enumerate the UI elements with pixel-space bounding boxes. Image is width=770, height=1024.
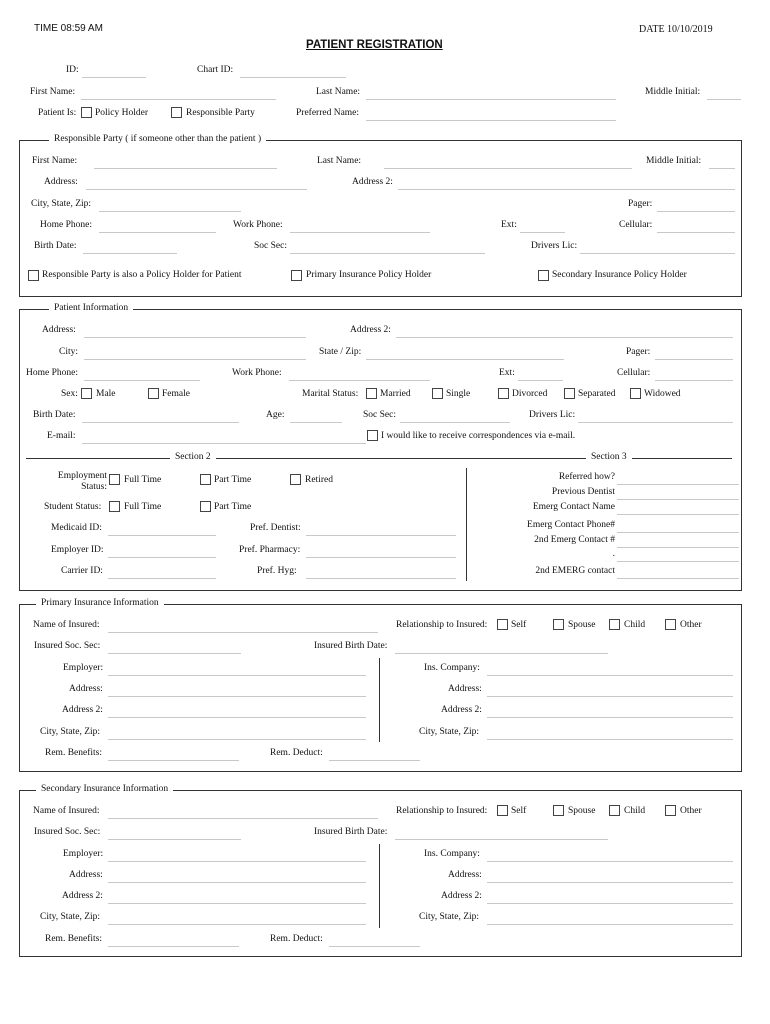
time-stamp: TIME 08:59 AM [34,23,103,34]
responsible-party-label: Responsible Party [186,108,255,118]
emp-part-time-label: Part Time [214,475,252,485]
carrier-id-label: Carrier ID: [61,566,103,576]
responsible-party-checkbox[interactable] [171,107,182,118]
separated-label: Separated [578,389,616,399]
emerg-dot: . [612,549,615,559]
previous-dentist-field[interactable] [617,499,739,500]
emp-retired-label: Retired [305,475,333,485]
emerg-contact-2b-label: 2nd EMERG contact [535,566,615,576]
carrier-id-field[interactable] [108,578,216,579]
pt-email-label: E-mail: [47,431,76,441]
pt-pager-field[interactable] [655,359,733,360]
rp-first-name-field[interactable] [94,168,277,169]
sec-rem-deduct-field[interactable] [329,946,420,947]
sec-ins-address-field[interactable] [487,882,733,883]
sec-other-label: Other [680,806,702,816]
section-vertical-divider [466,468,467,581]
pri-other-checkbox[interactable] [665,619,676,630]
id-label: ID: [66,65,79,75]
pri-child-checkbox[interactable] [609,619,620,630]
pri-spouse-label: Spouse [568,620,596,630]
sec-city-state-zip-field[interactable] [108,924,366,925]
pt-work-phone-field[interactable] [289,380,430,381]
employer-id-label: Employer ID: [51,545,104,555]
pri-address2-field[interactable] [108,717,366,718]
rp-also-policy-holder-label: Responsible Party is also a Policy Holder for Patient [42,270,242,280]
pt-pager-label: Pager: [626,347,651,357]
single-label: Single [446,389,471,399]
rp-pager-field[interactable] [657,211,735,212]
rp-address2-field[interactable] [398,189,735,190]
middle-initial-label: Middle Initial: [645,87,701,97]
pri-ins-city-state-zip-label: City, State, Zip: [419,727,480,737]
sec-relationship-label: Relationship to Insured: [396,806,488,816]
pt-city-field[interactable] [84,359,306,360]
pt-soc-sec-field[interactable] [400,422,510,423]
pri-column-divider [379,658,380,742]
preferred-name-label: Preferred Name: [296,108,360,118]
pri-self-checkbox[interactable] [497,619,508,630]
pt-home-phone-label: Home Phone: [26,368,78,378]
pri-relationship-label: Relationship to Insured: [396,620,488,630]
pri-ins-address-label: Address: [448,684,482,694]
rp-cellular-field[interactable] [657,232,735,233]
pt-ext-field[interactable] [518,380,563,381]
single-checkbox[interactable] [432,388,443,399]
sec-address2-label: Address 2: [62,891,103,901]
sec-ins-address-label: Address: [448,870,482,880]
pt-email-field[interactable] [82,443,366,444]
rp-cellular-label: Cellular: [619,220,653,230]
emerg-contact-name-label: Emerg Contact Name [532,502,615,512]
pt-cellular-label: Cellular: [617,368,651,378]
pt-birth-date-label: Birth Date: [33,410,76,420]
pri-ins-address2-label: Address 2: [441,705,482,715]
preferred-name-field[interactable] [366,120,616,121]
pri-city-state-zip-field[interactable] [108,739,366,740]
pt-drivers-lic-label: Drivers Lic: [529,410,576,420]
page-title: PATIENT REGISTRATION [306,39,443,51]
pri-insured-birth-date-label: Insured Birth Date: [314,641,388,651]
pri-ins-company-field[interactable] [487,675,733,676]
sec-rem-benefits-label: Rem. Benefits: [45,934,102,944]
pri-ins-city-state-zip-field[interactable] [487,739,733,740]
patient-is-label: Patient Is: [38,108,77,118]
email-opt-checkbox[interactable] [367,430,378,441]
pri-self-label: Self [511,620,527,630]
sec-column-divider [379,844,380,928]
chart-id-label: Chart ID: [197,65,234,75]
first-name-field[interactable] [81,99,276,100]
sec-city-state-zip-label: City, State, Zip: [40,912,101,922]
pref-dentist-label: Pref. Dentist: [250,523,301,533]
last-name-label: Last Name: [316,87,361,97]
sec-address-label: Address: [69,870,103,880]
emerg-contact-2-label: 2nd Emerg Contact # [534,535,615,545]
pri-child-label: Child [624,620,646,630]
emerg-contact-phone-label: Emerg Contact Phone# [527,520,615,530]
rp-drivers-lic-label: Drivers Lic: [531,241,578,251]
emp-part-time-checkbox[interactable] [200,474,211,485]
sec-ins-city-state-zip-field[interactable] [487,924,733,925]
pri-rem-benefits-label: Rem. Benefits: [45,748,102,758]
pt-cellular-field[interactable] [655,380,733,381]
pt-sex-label: Sex: [61,389,78,399]
emp-retired-checkbox[interactable] [290,474,301,485]
medicaid-id-field[interactable] [108,535,216,536]
pri-insured-soc-sec-label: Insured Soc. Sec: [34,641,101,651]
referred-how-label: Referred how? [558,472,615,482]
sec-ins-address2-field[interactable] [487,903,733,904]
rp-soc-sec-label: Soc Sec: [254,241,287,251]
pri-name-of-insured-label: Name of Insured: [33,620,100,630]
sec-other-checkbox[interactable] [665,805,676,816]
sec-ins-address2-label: Address 2: [441,891,482,901]
sec-employer-label: Employer: [63,849,104,859]
pri-city-state-zip-label: City, State, Zip: [40,727,101,737]
patient-information-legend: Patient Information [49,303,133,313]
policy-holder-checkbox[interactable] [81,107,92,118]
rp-address2-label: Address 2: [352,177,393,187]
rp-middle-initial-label: Middle Initial: [646,156,702,166]
emp-full-time-label: Full Time [124,475,162,485]
sec-address2-field[interactable] [108,903,366,904]
date-stamp: DATE 10/10/2019 [639,24,713,35]
pref-hyg-label: Pref. Hyg: [257,566,297,576]
rp-first-name-label: First Name: [32,156,78,166]
sec-employer-field[interactable] [108,861,366,862]
rp-ext-label: Ext: [501,220,517,230]
chart-id-field[interactable] [240,77,346,78]
emerg-contact-name-field[interactable] [617,514,739,515]
pri-address-field[interactable] [108,696,366,697]
stu-full-time-checkbox[interactable] [109,501,120,512]
emp-full-time-checkbox[interactable] [109,474,120,485]
widowed-checkbox[interactable] [630,388,641,399]
stu-part-time-checkbox[interactable] [200,501,211,512]
rp-primary-holder-label: Primary Insurance Policy Holder [306,270,432,280]
widowed-label: Widowed [644,389,681,399]
section2-label: Section 2 [170,452,216,462]
sec-name-of-insured-label: Name of Insured: [33,806,100,816]
policy-holder-label: Policy Holder [95,108,149,118]
pt-age-label: Age: [266,410,285,420]
pri-address2-label: Address 2: [62,705,103,715]
rp-city-state-zip-field[interactable] [99,211,241,212]
responsible-party-legend: Responsible Party ( if someone other than the patient ) [49,134,266,144]
rp-address-field[interactable] [86,189,307,190]
pri-rem-benefits-field[interactable] [108,760,239,761]
sec-self-label: Self [511,806,527,816]
sec-spouse-label: Spouse [568,806,596,816]
pref-hyg-field[interactable] [306,578,456,579]
pt-address-field[interactable] [84,337,306,338]
last-name-field[interactable] [366,99,616,100]
pt-state-zip-label: State / Zip: [319,347,362,357]
sec-name-of-insured-field[interactable] [108,818,378,819]
student-status-label: Student Status: [44,502,102,512]
pref-dentist-field[interactable] [306,535,456,536]
sec-rem-benefits-field[interactable] [108,946,239,947]
sec-insured-soc-sec-field[interactable] [108,839,241,840]
pref-pharmacy-label: Pref. Pharmacy: [239,545,301,555]
emerg-extra-field[interactable] [617,561,739,562]
pt-state-zip-field[interactable] [366,359,564,360]
pt-soc-sec-label: Soc Sec: [363,410,396,420]
rp-primary-holder-checkbox[interactable] [291,270,302,281]
rp-address-label: Address: [44,177,78,187]
employer-id-field[interactable] [108,557,216,558]
pref-pharmacy-field[interactable] [306,557,456,558]
middle-initial-field[interactable] [707,99,741,100]
sec-self-checkbox[interactable] [497,805,508,816]
female-label: Female [162,389,190,399]
divorced-checkbox[interactable] [498,388,509,399]
pt-age-field[interactable] [290,422,342,423]
medicaid-id-label: Medicaid ID: [51,523,102,533]
rp-home-phone-field[interactable] [99,232,216,233]
sec-ins-company-label: Ins. Company: [424,849,480,859]
stu-full-time-label: Full Time [124,502,162,512]
sec-address-field[interactable] [108,882,366,883]
rp-soc-sec-field[interactable] [290,253,485,254]
marital-status-label: Marital Status: [302,389,359,399]
sec-child-checkbox[interactable] [609,805,620,816]
rp-middle-initial-field[interactable] [709,168,735,169]
secondary-insurance-legend: Secondary Insurance Information [36,784,173,794]
rp-pager-label: Pager: [628,199,653,209]
sec-child-label: Child [624,806,646,816]
pt-drivers-lic-field[interactable] [578,422,733,423]
primary-insurance-legend: Primary Insurance Information [36,598,164,608]
pri-ins-address2-field[interactable] [487,717,733,718]
referred-how-field[interactable] [617,484,739,485]
sec-insured-birth-date-field[interactable] [395,839,608,840]
pri-rem-deduct-field[interactable] [329,760,420,761]
sec-ins-city-state-zip-label: City, State, Zip: [419,912,480,922]
employment-status-label: Employment Status: [57,471,107,492]
sec-insured-soc-sec-label: Insured Soc. Sec: [34,827,101,837]
emerg-contact-phone-field[interactable] [617,532,739,533]
married-checkbox[interactable] [366,388,377,399]
rp-city-state-zip-label: City, State, Zip: [31,199,92,209]
pri-ins-address-field[interactable] [487,696,733,697]
pt-ext-label: Ext: [499,368,515,378]
email-opt-label: I would like to receive correspondences via e-mail. [381,431,576,441]
rp-birth-date-field[interactable] [83,253,177,254]
rp-work-phone-label: Work Phone: [233,220,283,230]
previous-dentist-label: Previous Dentist [551,487,615,497]
pri-rem-deduct-label: Rem. Deduct: [270,748,323,758]
id-field[interactable] [82,77,146,78]
rp-secondary-holder-checkbox[interactable] [538,270,549,281]
male-checkbox[interactable] [81,388,92,399]
pri-ins-company-label: Ins. Company: [424,663,480,673]
section3-label: Section 3 [586,452,632,462]
rp-birth-date-label: Birth Date: [34,241,77,251]
sec-rem-deduct-label: Rem. Deduct: [270,934,323,944]
pt-address2-field[interactable] [396,337,733,338]
sec-ins-company-field[interactable] [487,861,733,862]
first-name-label: First Name: [30,87,76,97]
emerg-contact-2-field[interactable] [617,547,739,548]
rp-drivers-lic-field[interactable] [580,253,735,254]
pt-address2-label: Address 2: [350,325,391,335]
pri-name-of-insured-field[interactable] [108,632,378,633]
pri-spouse-checkbox[interactable] [553,619,564,630]
pt-home-phone-field[interactable] [84,380,200,381]
sec-spouse-checkbox[interactable] [553,805,564,816]
rp-ext-field[interactable] [520,232,565,233]
married-label: Married [380,389,411,399]
emerg-contact-2b-field[interactable] [617,578,739,579]
stu-part-time-label: Part Time [214,502,252,512]
pri-address-label: Address: [69,684,103,694]
female-checkbox[interactable] [148,388,159,399]
pt-work-phone-label: Work Phone: [232,368,282,378]
rp-home-phone-label: Home Phone: [40,220,92,230]
pri-other-label: Other [680,620,702,630]
pri-employer-field[interactable] [108,675,366,676]
pt-address-label: Address: [42,325,76,335]
pri-employer-label: Employer: [63,663,104,673]
divorced-label: Divorced [512,389,548,399]
pri-insured-soc-sec-field[interactable] [108,653,241,654]
rp-work-phone-field[interactable] [290,232,430,233]
sec-insured-birth-date-label: Insured Birth Date: [314,827,388,837]
rp-last-name-label: Last Name: [317,156,362,166]
rp-secondary-holder-label: Secondary Insurance Policy Holder [552,270,687,280]
rp-also-policy-holder-checkbox[interactable] [28,270,39,281]
pri-insured-birth-date-field[interactable] [395,653,608,654]
pt-birth-date-field[interactable] [82,422,239,423]
separated-checkbox[interactable] [564,388,575,399]
pt-city-label: City: [59,347,79,357]
rp-last-name-field[interactable] [384,168,632,169]
male-label: Male [96,389,116,399]
